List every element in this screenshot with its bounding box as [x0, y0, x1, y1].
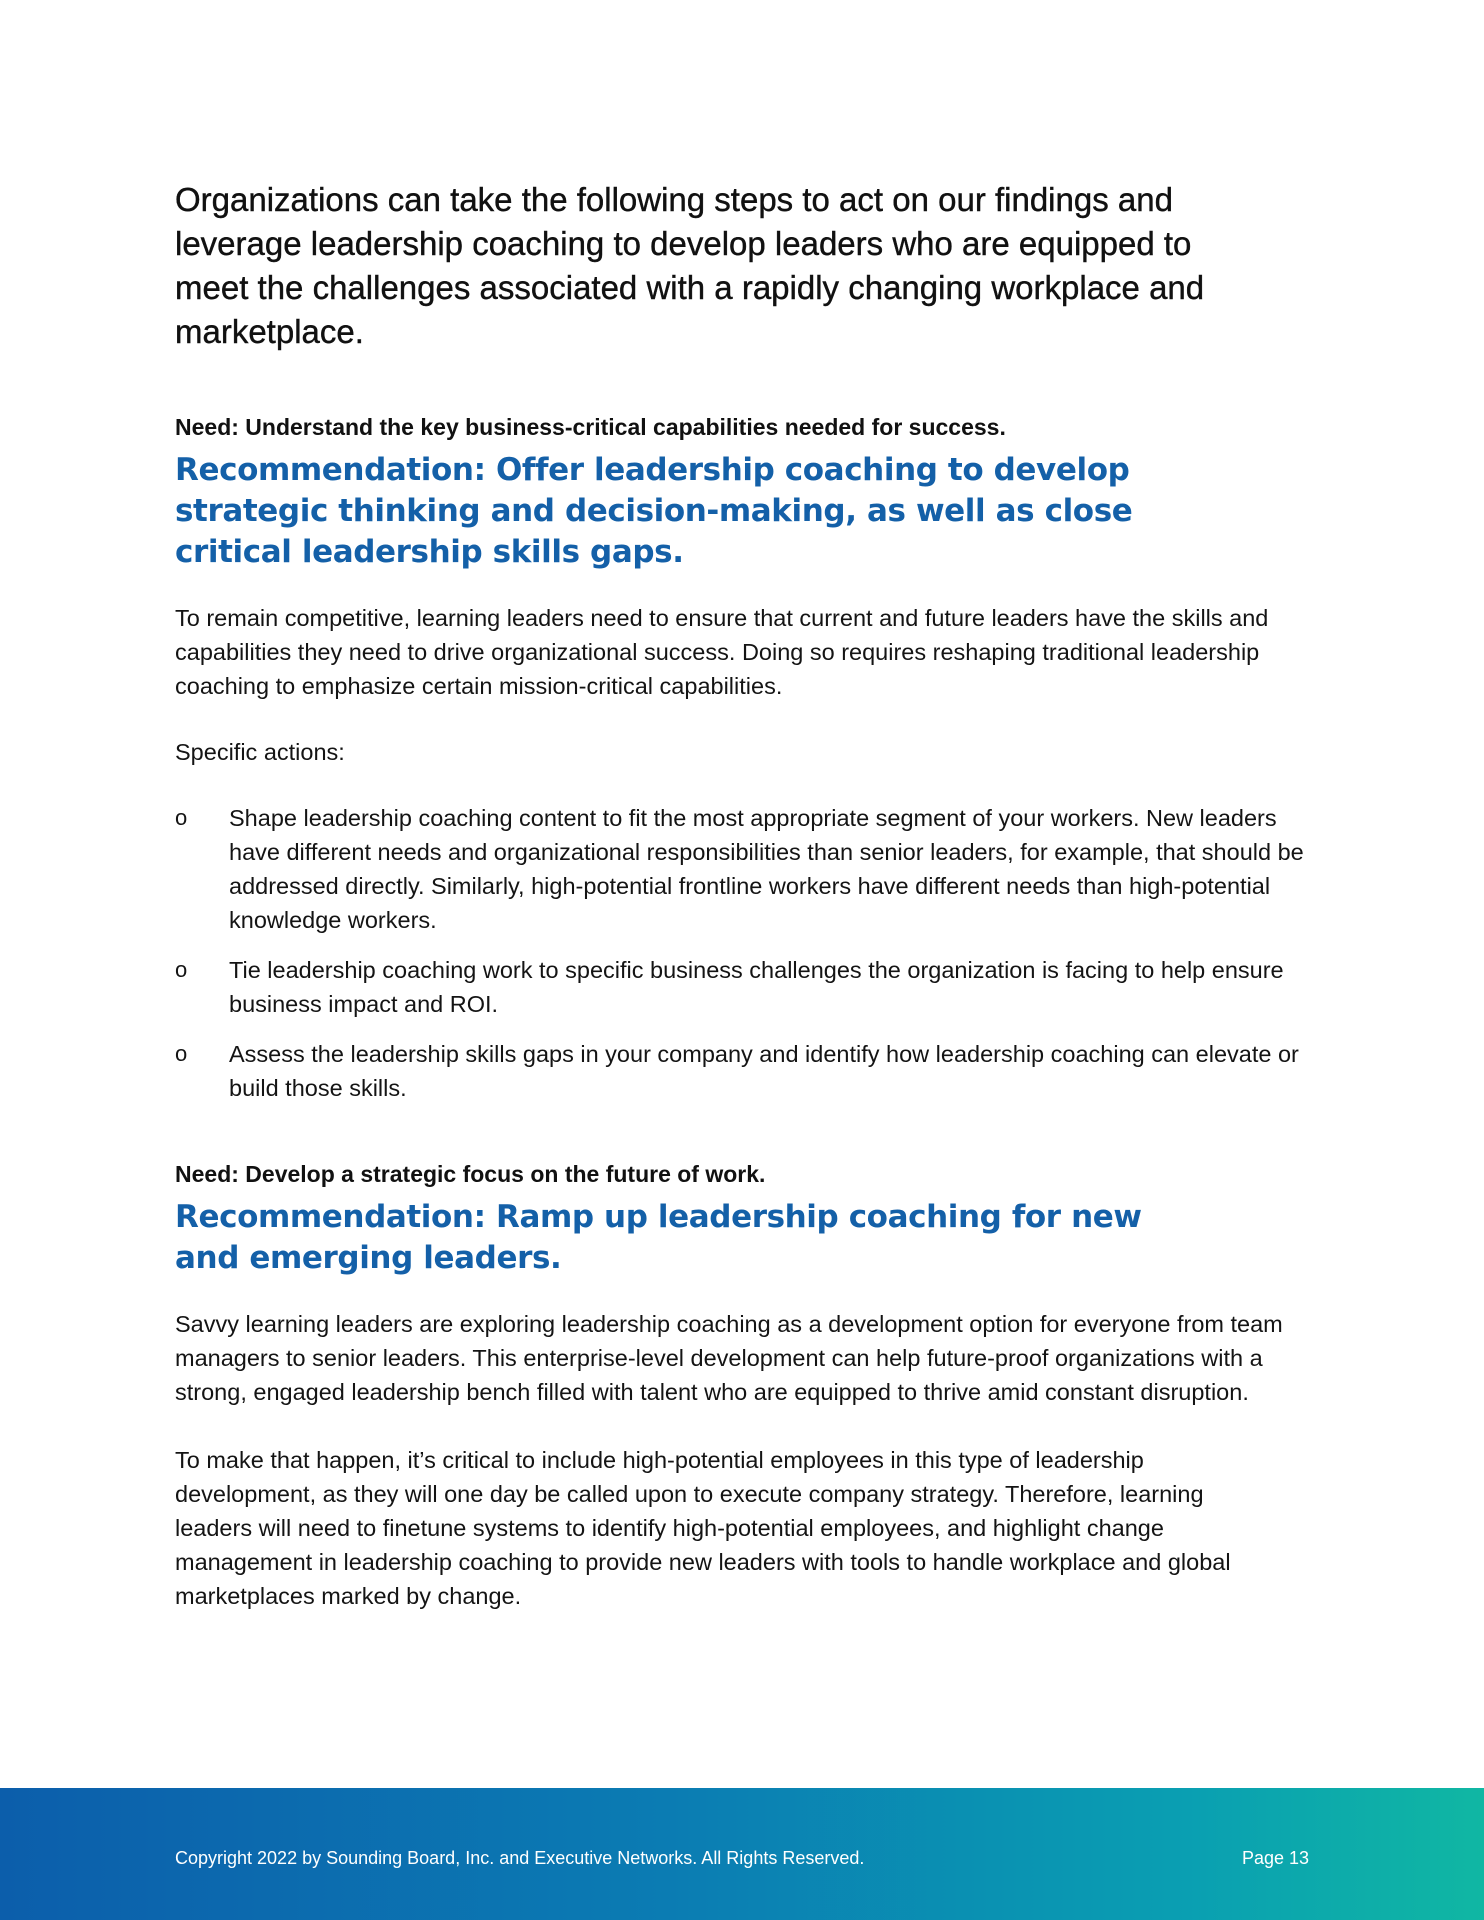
bullet-marker: o [175, 957, 188, 982]
copyright-text: Copyright 2022 by Sounding Board, Inc. and Executive Networks. All Rights Reserved. [175, 1848, 865, 1868]
page-number: Page 13 [1241, 1848, 1309, 1868]
need-heading-1: Need: Understand the key business-critical capabilities needed for success. [175, 414, 1006, 440]
body-paragraph: Savvy learning leaders are exploring leadership coaching as a development option for everyone from team managers to senior leaders. This enterprise-level development can help future-proof organizations with a strong, engaged leadership bench filled with talent who are equipped to thrive amid constant disruption. [175, 1311, 1283, 1405]
recommendation-heading-2: Recommendation: Ramp up leadership coaching for new and emerging leaders. [175, 1199, 1142, 1276]
bullet-marker: o [175, 805, 188, 830]
actions-list [175, 801, 1315, 1105]
recommendation-heading-1: Recommendation: Offer leadership coaching to develop strategic thinking and decision-making, as well as close critical leadership skills gaps. [175, 452, 1133, 570]
list-item-text: Tie leadership coaching work to specific business challenges the organization is facing to help ensure business impact and ROI. [229, 957, 1284, 1017]
list-item [175, 1037, 1315, 1105]
list-item-text: Assess the leadership skills gaps in your company and identify how leadership coaching can elevate or build those skills. [229, 1041, 1299, 1101]
list-item [175, 953, 1315, 1021]
specific-actions-label: Specific actions: [175, 739, 345, 765]
page-content [175, 178, 1315, 1613]
body-paragraph: To make that happen, it’s critical to include high-potential employees in this type of leadership development, as they will one day be called upon to execute company strategy. Therefore, learning leaders will need to finetune systems to identify high-potential employees, and highlight change management in leadership coaching to provide new leaders with tools to handle workplace and global marketplaces marked by change. [175, 1447, 1231, 1609]
body-paragraph: To remain competitive, learning leaders need to ensure that current and future leaders have the skills and capabilities they need to drive organizational success. Doing so requires reshaping traditional leadership coaching to emphasize certain mission-critical capabilities. [175, 605, 1269, 699]
list-item-text: Shape leadership coaching content to fit the most appropriate segment of your workers. New leaders have different needs and organizational responsibilities than senior leaders, for example, that should be addressed directly. Similarly, high-potential frontline workers have different needs than high-potential knowledge workers. [229, 805, 1304, 933]
page-footer [0, 1788, 1484, 1920]
need-heading-2: Need: Develop a strategic focus on the future of work. [175, 1161, 766, 1187]
intro-text: Organizations can take the following steps to act on our findings and leverage leadership coaching to develop leaders who are equipped to meet the challenges associated with a rapidly changing workplace and marketplace. [175, 181, 1205, 350]
bullet-marker: o [175, 1041, 188, 1066]
list-item [175, 801, 1315, 937]
